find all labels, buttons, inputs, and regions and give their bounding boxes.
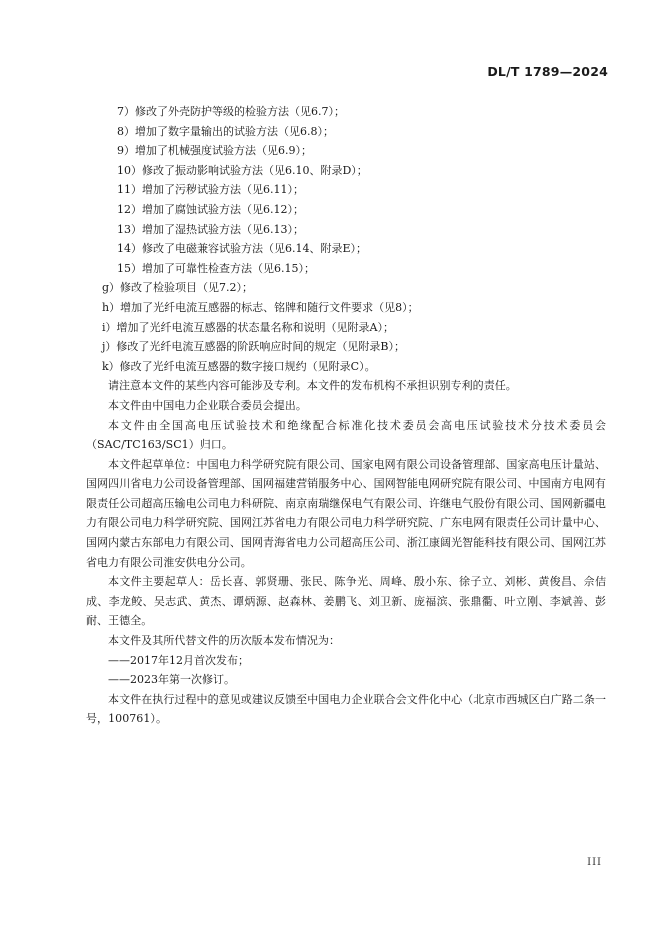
proposer-paragraph: 本文件由中国电力企业联合委员会提出。 (108, 398, 307, 412)
change-item-12: 12）增加了腐蚀试验方法（见6.12）； (117, 202, 304, 216)
drafters-paragraph: 本文件主要起草人：岳长喜、郭贤珊、张民、陈争光、周峰、殷小东、徐子立、刘彬、黄俊昌、佘佶成、李龙鲛、吴志武、黄杰、谭炳源、赵森林、姜鹏飞、刘卫新、庞福滨、张鼎衢、叶立刚、李斌善、彭耐、王德全。 (86, 575, 606, 628)
history-item-2: ——2023年第一次修订。 (108, 673, 235, 687)
history-item-1: ——2017年12月首次发布； (108, 653, 249, 667)
change-item-i: i）增加了光纤电流互感器的状态量名称和说明（见附录A）； (102, 320, 394, 334)
change-item-k: k）修改了光纤电流互感器的数字接口规约（见附录C）。 (102, 359, 376, 373)
change-item-7: 7）修改了外壳防护等级的检验方法（见6.7）； (117, 105, 345, 118)
change-item-h: h）增加了光纤电流互感器的标志、铭牌和随行文件要求（见8）； (102, 300, 419, 314)
document-body (86, 102, 606, 729)
history-intro: 本文件及其所代替文件的历次版本发布情况为： (108, 634, 341, 648)
change-item-8: 8）增加了数字量输出的试验方法（见6.8）； (117, 124, 334, 138)
change-item-10: 10）修改了振动影响试验方法（见6.10、附录D）； (117, 163, 368, 177)
patent-notice: 请注意本文件的某些内容可能涉及专利。本文件的发布机构不承担识别专利的责任。 (108, 379, 517, 393)
page-number: III (587, 857, 602, 868)
change-item-9: 9）增加了机械强度试验方法（见6.9）； (117, 144, 312, 158)
centralized-paragraph: 本文件由全国高电压试验技术和绝缘配合标准化技术委员会高电压试验技术分技术委员会（SAC/TC163/SC1）归口。 (86, 418, 606, 452)
change-item-13: 13）增加了湿热试验方法（见6.13）； (117, 222, 304, 236)
change-item-g: g）修改了检验项目（见7.2）； (102, 281, 254, 295)
change-item-14: 14）修改了电磁兼容试验方法（见6.14、附录E）； (117, 242, 368, 256)
drafting-units-paragraph: 本文件起草单位：中国电力科学研究院有限公司、国家电网有限公司设备管理部、国家高电压计量站、国网四川省电力公司设备管理部、国网福建营销服务中心、国网智能电网研究院有限公司、中国南方电网有限责任公司超高压输电公司电力科研院、南京南瑞继保电气有限公司、许继电气股份有限公司、国网新疆电力有限公司电力科学研究院、国网江苏省电力有限公司电力科学研究院、广东电网有限责任公司计量中心、国网内蒙古东部电力有限公司、国网青海省电力公司超高压公司、浙江康阔光智能科技有限公司、国网江苏省电力有限公司淮安供电分公司。 (86, 457, 606, 569)
change-item-15: 15）增加了可靠性检查方法（见6.15）； (117, 261, 315, 275)
change-item-j: j）修改了光纤电流互感器的阶跃响应时间的规定（见附录B）； (102, 340, 405, 354)
change-item-11: 11）增加了污秽试验方法（见6.11）； (117, 183, 304, 197)
feedback-paragraph: 本文件在执行过程中的意见或建议反馈至中国电力企业联合会文件化中心（北京市西城区白广路二条一号，100761）。 (86, 692, 606, 726)
standard-code: DL/T 1789—2024 (487, 64, 608, 79)
